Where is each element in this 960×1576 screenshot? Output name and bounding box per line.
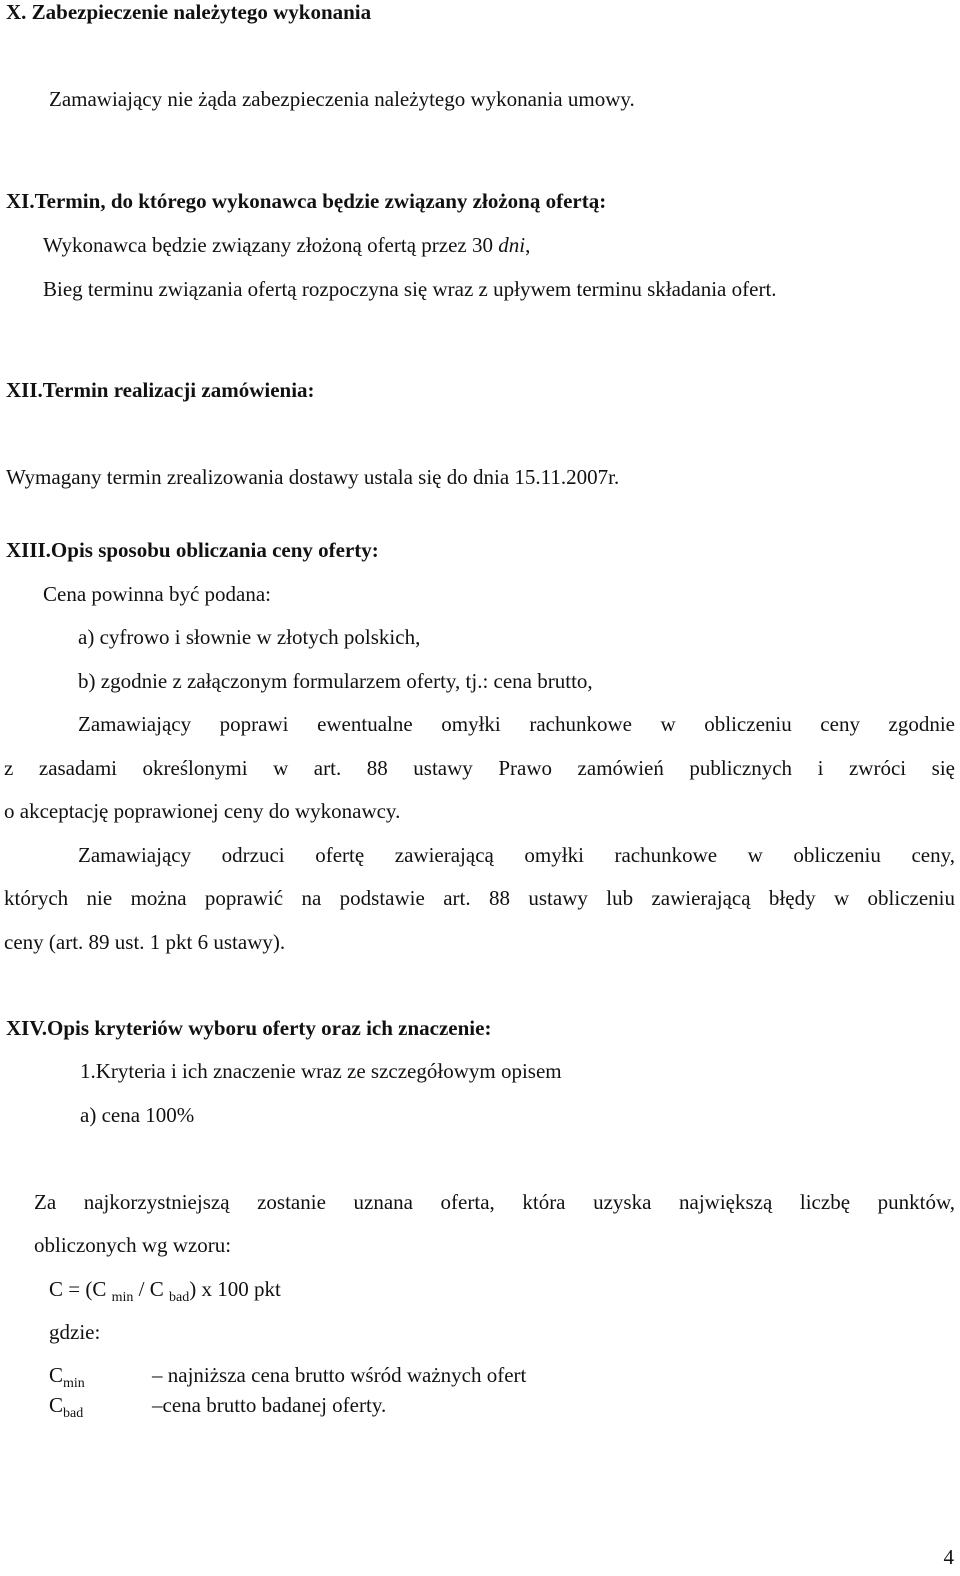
section-xiv-p-line1: Za najkorzystniejszą zostanie uznana oferta, która uzyska największą liczbę punktów,	[34, 1190, 955, 1214]
legend-symbol-bad-sub: bad	[63, 1406, 84, 1421]
section-xiii-item-a: a) cyfrowo i słownie w złotych polskich,	[78, 625, 421, 649]
section-xiii-line1: Cena powinna być podana:	[43, 582, 272, 606]
legend-symbol-bad-c: C	[49, 1393, 64, 1417]
formula-sub-min: min	[111, 1290, 134, 1305]
formula-where-label: gdzie:	[49, 1320, 101, 1344]
section-xiii-p2-line3: ceny (art. 89 ust. 1 pkt 6 ustawy).	[4, 930, 286, 954]
section-xi-line2: Bieg terminu związania ofertą rozpoczyna się wraz z upływem terminu składania ofert.	[43, 277, 777, 301]
section-xiii-p2-line2: których nie można poprawić na podstawie art. 88 ustawy lub zawierającą błędy w obliczeniu	[4, 886, 955, 910]
section-xiii-p1-line2: z zasadami określonymi w art. 88 ustawy Prawo zamówień publicznych i zwróci się	[4, 756, 955, 780]
formula-part1: C = (C	[49, 1277, 112, 1301]
section-xiv-item1: 1.Kryteria i ich znaczenie wraz ze szczegółowym opisem	[80, 1059, 562, 1083]
price-formula	[49, 1277, 281, 1305]
page-number: 4	[943, 1545, 954, 1569]
formula-sub-bad: bad	[168, 1290, 190, 1305]
section-xii-text: Wymagany termin zrealizowania dostawy ustala się do dnia 15.11.2007r.	[6, 465, 620, 489]
section-x-text: Zamawiający nie żąda zabezpieczenia należytego wykonania umowy.	[49, 87, 635, 111]
section-xiii-heading: XIII.Opis sposobu obliczania ceny oferty:	[6, 538, 379, 562]
section-xi-line1-days: dni	[498, 233, 526, 257]
section-xi-line1-comma: ,	[525, 233, 531, 257]
section-xi-heading: XI.Termin, do którego wykonawca będzie związany złożoną ofertą:	[6, 189, 607, 213]
legend-desc-bad: –cena brutto badanej oferty.	[152, 1393, 387, 1417]
section-xiii-p1-line1: Zamawiający poprawi ewentualne omyłki rachunkowe w obliczeniu ceny zgodnie	[78, 712, 955, 736]
legend-symbol-min-sub: min	[63, 1376, 85, 1391]
legend-symbol-bad	[49, 1393, 83, 1421]
legend-desc-min: – najniższa cena brutto wśród ważnych ofert	[152, 1363, 527, 1387]
formula-part2: / C	[133, 1277, 169, 1301]
legend-symbol-min	[49, 1363, 85, 1391]
legend-symbol-min-c: C	[49, 1363, 64, 1387]
section-xiii-p2-line1: Zamawiający odrzuci ofertę zawierającą omyłki rachunkowe w obliczeniu ceny,	[78, 843, 955, 867]
section-xiv-heading: XIV.Opis kryteriów wyboru oferty oraz ich znaczenie:	[6, 1016, 492, 1040]
section-xi-line1	[43, 233, 530, 257]
section-x-heading: X. Zabezpieczenie należytego wykonania	[6, 0, 372, 24]
formula-part3: ) x 100 pkt	[189, 1277, 281, 1301]
section-xiii-p1-line3: o akceptację poprawionej ceny do wykonawcy.	[4, 799, 401, 823]
section-xiv-p-line2: obliczonych wg wzoru:	[34, 1233, 232, 1257]
section-xiii-item-b: b) zgodnie z załączonym formularzem oferty, tj.: cena brutto,	[78, 669, 593, 693]
section-xii-heading: XII.Termin realizacji zamówienia:	[6, 378, 315, 402]
section-xi-line1-text: Wykonawca będzie związany złożoną ofertą przez 30	[43, 233, 499, 257]
section-xiv-item-a: a) cena 100%	[80, 1103, 195, 1127]
